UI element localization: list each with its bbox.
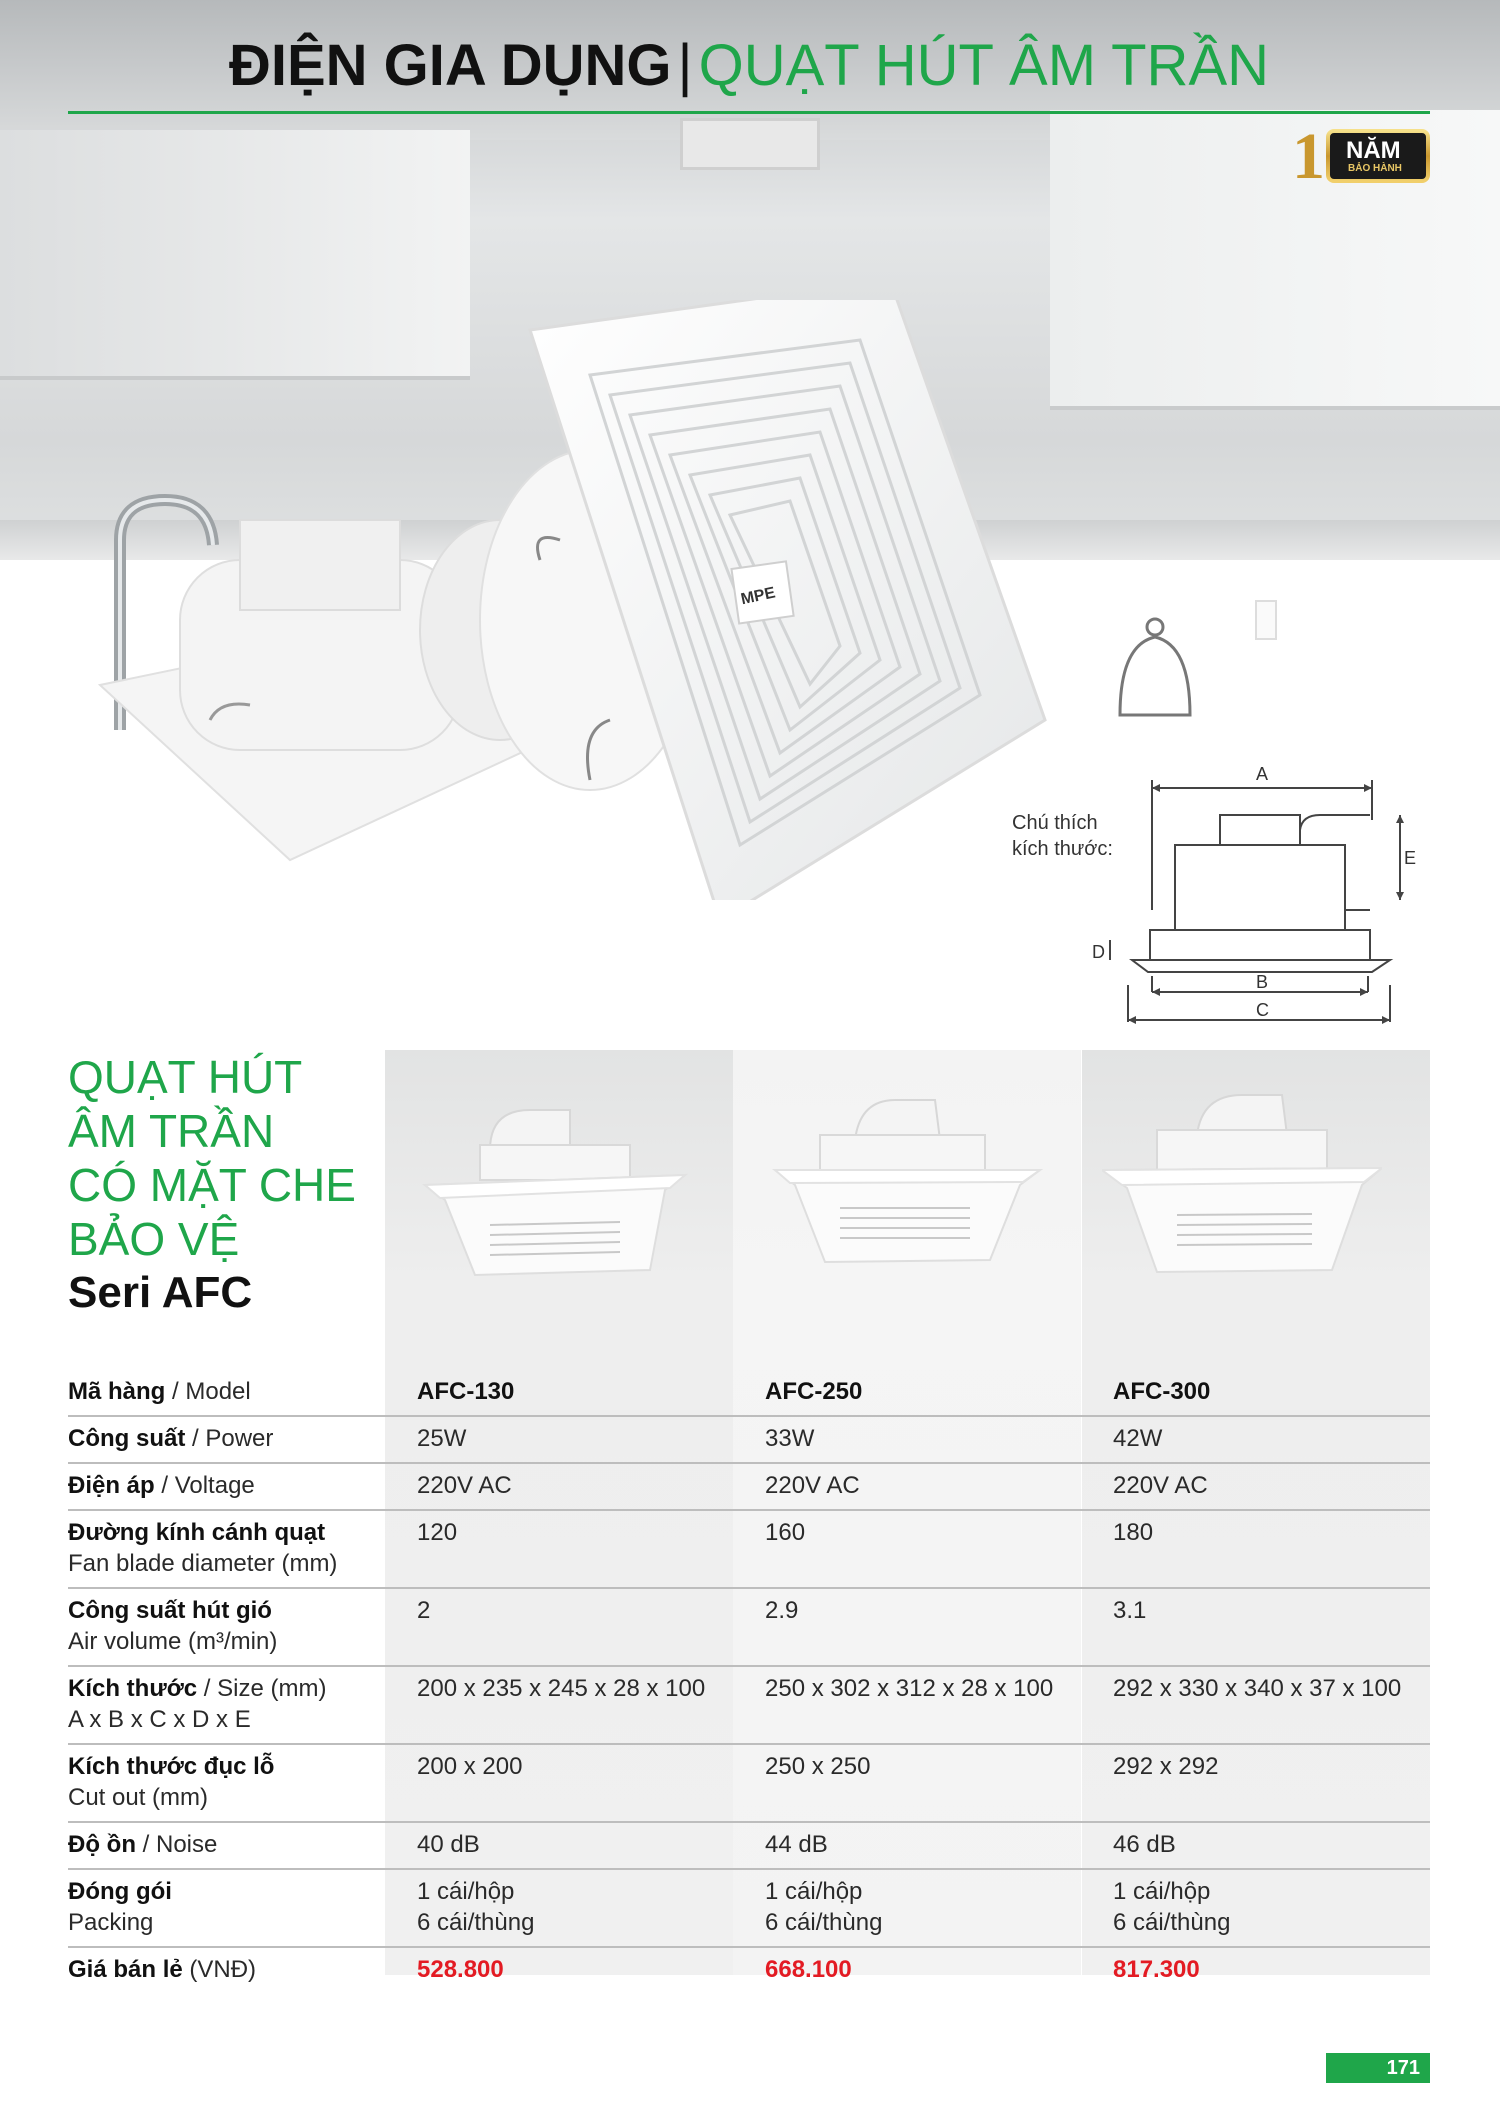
table-row-model (68, 1370, 1430, 1417)
diagram-label-e: E (1404, 848, 1417, 868)
price-afc250: 668.100 (765, 1956, 852, 1983)
label-vi: Kích thước (68, 1675, 198, 1702)
table-cell: 220V AC (1113, 1472, 1208, 1499)
row-label (68, 1948, 385, 1993)
pack-carton: 6 cái/thùng (765, 1909, 883, 1936)
table-cell: 292 x 292 (1113, 1753, 1219, 1780)
label-sub: Packing (68, 1909, 154, 1936)
product-image-afc130 (420, 1090, 700, 1290)
pack-box: 1 cái/hộp (417, 1878, 515, 1905)
product-heading (68, 1050, 368, 1320)
label-sub: Fan blade diameter (mm) (68, 1550, 338, 1577)
product-image-afc250 (765, 1090, 1045, 1290)
model-afc250: AFC-250 (765, 1378, 863, 1405)
warranty-number: 1 (1292, 120, 1325, 193)
product-title-line1: QUẠT HÚT (68, 1051, 303, 1103)
fan-product-image (90, 300, 1050, 900)
diagram-caption-line1: Chú thích (1012, 812, 1098, 834)
table-row-packing (68, 1870, 1430, 1948)
basket-decor (1110, 615, 1200, 725)
row-label (68, 1417, 385, 1462)
price-afc300: 817.300 (1113, 1956, 1200, 1983)
table-cell: 200 x 200 (417, 1753, 523, 1780)
diagram-label-d: D (1092, 942, 1105, 962)
label-vi: Đóng gói (68, 1878, 172, 1905)
table-row-power (68, 1417, 1430, 1464)
row-label (68, 1823, 385, 1868)
label-vi: Công suất hút gió (68, 1597, 272, 1624)
table-cell: 200 x 235 x 245 x 28 x 100 (417, 1675, 706, 1702)
table-row-cutout (68, 1745, 1430, 1823)
table-cell: 2 (417, 1597, 431, 1624)
table-cell: 120 (417, 1519, 458, 1546)
table-cell: 250 x 250 (765, 1753, 871, 1780)
row-label (68, 1667, 385, 1743)
table-cell: 292 x 330 x 340 x 37 x 100 (1113, 1675, 1402, 1702)
table-cell: 46 dB (1113, 1831, 1176, 1858)
label-en: / Size (mm) (197, 1675, 327, 1702)
diagram-label-a: A (1256, 764, 1269, 784)
model-afc300: AFC-300 (1113, 1378, 1211, 1405)
label-vi: Mã hàng (68, 1378, 166, 1405)
row-label (68, 1589, 385, 1665)
product-series: Seri AFC (68, 1268, 253, 1317)
cabinet-right (1050, 110, 1500, 410)
row-label (68, 1370, 385, 1415)
row-label (68, 1870, 385, 1946)
table-cell: 180 (1113, 1519, 1154, 1546)
row-label (68, 1464, 385, 1509)
label-en: / Noise (135, 1831, 218, 1858)
table-cell (1081, 1870, 1429, 1946)
table-cell: 25W (417, 1425, 467, 1452)
table-row-price (68, 1948, 1430, 1993)
table-row-air (68, 1589, 1430, 1667)
table-row-noise (68, 1823, 1430, 1870)
label-vi: Đường kính cánh quạt (68, 1519, 326, 1546)
table-cell: 42W (1113, 1425, 1163, 1452)
label-en: / Power (185, 1425, 274, 1452)
table-row-voltage (68, 1464, 1430, 1511)
table-cell: 2.9 (765, 1597, 799, 1624)
table-cell (733, 1870, 1081, 1946)
header-separator: | (677, 33, 693, 98)
price-afc130: 528.800 (417, 1956, 504, 1983)
header-category: ĐIỆN GIA DỤNG (228, 33, 672, 98)
table-cell: 44 dB (765, 1831, 828, 1858)
page-header (68, 32, 1430, 114)
diagram-label-b: B (1256, 972, 1269, 992)
row-label (68, 1511, 385, 1587)
pack-carton: 6 cái/thùng (1113, 1909, 1231, 1936)
header-subcategory: QUẠT HÚT ÂM TRẦN (698, 33, 1270, 98)
diagram-label-c: C (1256, 1000, 1269, 1020)
table-cell: 160 (765, 1519, 806, 1546)
brand-mark: MPE (739, 584, 777, 609)
warranty-unit: NĂM (1346, 137, 1401, 164)
table-cell: 33W (765, 1425, 815, 1452)
label-sub: Cut out (mm) (68, 1784, 209, 1811)
label-vi: Kích thước đục lỗ (68, 1753, 275, 1780)
product-title-line3: CÓ MẶT CHE (68, 1159, 356, 1211)
warranty-label: BẢO HÀNH (1348, 163, 1402, 174)
label-vi: Điện áp (68, 1472, 155, 1499)
label-en: / Model (165, 1378, 251, 1405)
label-sub: A x B x C x D x E (68, 1706, 251, 1733)
diagram-caption-line2: kích thước: (1012, 838, 1113, 860)
table-cell: 250 x 302 x 312 x 28 x 100 (765, 1675, 1054, 1702)
wall-outlet (1255, 600, 1277, 640)
page-number: 171 (1326, 2053, 1430, 2083)
product-image-afc300 (1102, 1090, 1382, 1290)
label-en: (VNĐ) (182, 1956, 257, 1983)
warranty-badge (1290, 120, 1432, 193)
product-title-line2: ÂM TRẦN (68, 1105, 275, 1157)
product-title-line4: BẢO VỆ (68, 1213, 240, 1265)
table-cell (385, 1870, 733, 1946)
row-label (68, 1745, 385, 1821)
ceiling-vent (680, 118, 820, 170)
label-en: / Voltage (154, 1472, 255, 1499)
table-cell: 220V AC (417, 1472, 512, 1499)
table-cell: 3.1 (1113, 1597, 1147, 1624)
pack-box: 1 cái/hộp (765, 1878, 863, 1905)
dimension-diagram (1080, 760, 1420, 1030)
model-afc130: AFC-130 (417, 1378, 515, 1405)
table-cell: 220V AC (765, 1472, 860, 1499)
label-vi: Công suất (68, 1425, 186, 1452)
table-cell: 40 dB (417, 1831, 480, 1858)
table-row-size (68, 1667, 1430, 1745)
label-vi: Giá bán lẻ (68, 1956, 183, 1983)
pack-box: 1 cái/hộp (1113, 1878, 1211, 1905)
label-vi: Độ ồn (68, 1831, 136, 1858)
spec-table (68, 1370, 1430, 1993)
pack-carton: 6 cái/thùng (417, 1909, 535, 1936)
label-sub: Air volume (m³/min) (68, 1628, 278, 1655)
table-row-blade (68, 1511, 1430, 1589)
